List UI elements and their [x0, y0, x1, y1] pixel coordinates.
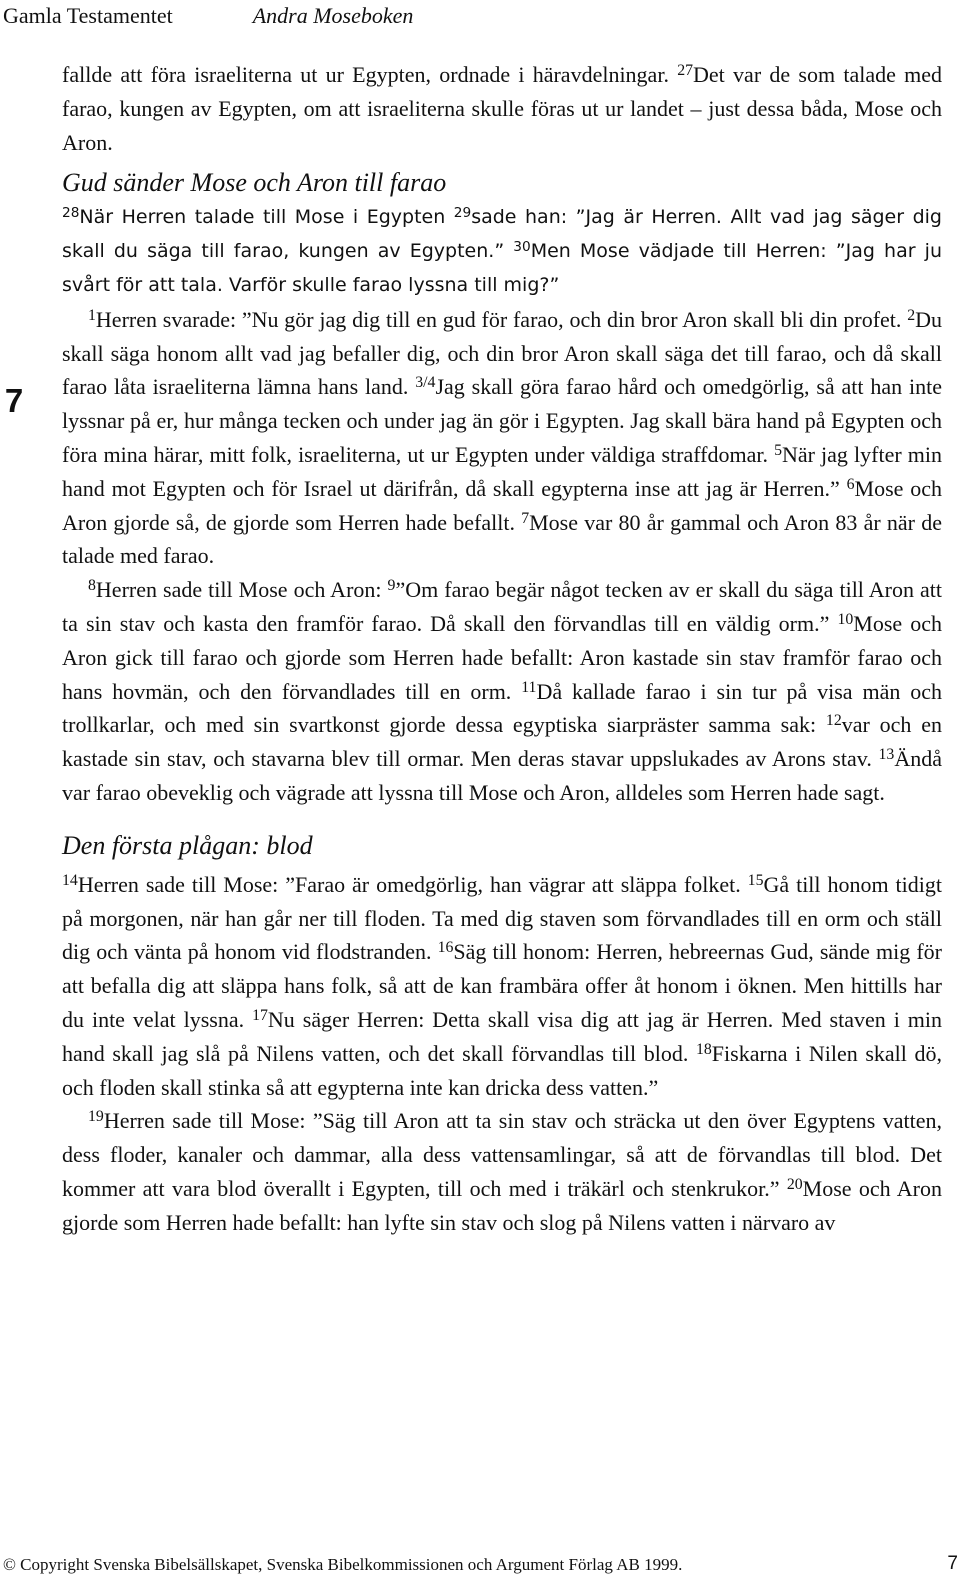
paragraph	[62, 573, 942, 810]
verse-number: 17	[252, 1006, 268, 1024]
verse-number: 9	[387, 577, 396, 595]
verse-text: Det var de som talade med farao, kungen av Egypten, om att israeliterna skulle föras ut ur landet – just dessa båda, Mose och Aron.	[62, 62, 942, 155]
footer	[3, 1555, 958, 1575]
verse-number: 10	[837, 610, 854, 628]
verse-number: 29	[453, 205, 472, 222]
verse-text: sade han: ”Jag är Herren. Allt vad jag säger dig skall du säga till farao, kungen av Egypten.”	[62, 206, 942, 263]
verse-text: Gå till honom tidigt på morgonen, när han går ner till floden. Ta med dig staven som förvandlades till en orm och ställ dig och vänta på honom vid flodstranden.	[62, 871, 942, 965]
verse-number: 16	[437, 939, 454, 957]
header-title: Gamla Testamentet	[3, 3, 173, 28]
section-heading: Den första plågan: blod	[62, 830, 313, 860]
verse-number: 8	[88, 577, 96, 595]
paragraph	[62, 1104, 942, 1239]
verse-text: Du skall säga honom allt vad jag befaller dig, och din bror Aron skall säga det till farao, och då skall farao låta israeliterna lämna hans land.	[62, 306, 942, 400]
verse-number: 19	[88, 1108, 104, 1126]
verse-number: 11	[521, 678, 537, 696]
verse-text: Jag skall göra farao hård och omedgörlig, så att han inte lyssnar på er, hur många tecken och under jag än gör i Egypten. Jag skall bära hand på Egypten och föra mina härar, mitt folk, israeliterna, ut ur Egypten under väldiga straffdomar.	[62, 374, 942, 467]
verse-text: Herren sade till Mose: ”Farao är omedgörlig, han vägrar att släppa folket.	[77, 871, 748, 897]
verse-text: Mose och Aron gick till farao och gjorde som Herren hade befallt: Aron kastade sin stav framför farao och hans hovmän, och den förvandlades till en orm.	[62, 610, 942, 704]
verse-text: Fiskarna i Nilen skall dö, och floden skall stinka så att egypterna inte kan dricka dess vatten.”	[62, 1040, 942, 1100]
verse-number: 5	[774, 441, 782, 459]
verse-text: Herren svarade: ”Nu gör jag dig till en gud för farao, och din bror Aron skall bli din profet.	[95, 306, 908, 332]
page-number: 7	[947, 1553, 958, 1574]
paragraph	[62, 303, 942, 573]
verse-text: Ändå var farao obeveklig och vägrade att lyssna till Mose och Aron, alldeles som Herren hade sagt.	[62, 746, 942, 805]
verse-text: Mose och Aron gjorde så, de gjorde som Herren hade befallt.	[62, 475, 942, 535]
verse-number: 13	[878, 746, 895, 764]
verse-number: 20	[786, 1175, 803, 1193]
paragraph	[62, 868, 942, 1105]
verse-text: Mose och Aron gjorde som Herren hade befallt: han lyfte sin stav och slog på Nilens vatten i närvaro av	[62, 1175, 942, 1235]
verse-text: Herren sade till Mose: ”Säg till Aron att ta sin stav och sträcka ut den över Egyptens vatten, dess floder, kanaler och dammar, alla dess vattensamlingar, så att de förvandlas till blod. Det kommer att vara blod överallt i Egypten, till och med i träkärl och stenkrukor.”	[62, 1108, 942, 1201]
verse-text: fallde att föra israeliterna ut ur Egypten, ordnade i häravdelningar.	[62, 62, 678, 87]
running-header	[3, 3, 413, 29]
verse-text: Nu säger Herren: Detta skall visa dig att jag är Herren. Med staven i min hand skall jag slå på Nilens vatten, och det skall förvandlas till blod.	[62, 1006, 942, 1066]
verse-text: ”Om farao begär något tecken av er skall du säga till Aron att ta sin stav och kasta den framför farao. Då skall den förvandlas till en väldig orm.”	[62, 577, 942, 636]
verse-text: Men Mose vädjade till Herren: ”Jag har ju svårt för att tala. Varför skulle farao lyssna till mig?”	[62, 240, 942, 296]
section-heading: Gud sänder Mose och Aron till farao	[62, 168, 447, 198]
body-text	[62, 58, 942, 1240]
verse-number: 27	[677, 61, 694, 79]
verse-text: var och en kastade sin stav, och stavarna blev till ormar. Men deras stavar uppslukades av Arons stav.	[62, 712, 942, 772]
paragraph	[62, 201, 942, 302]
verse-text: Då kallade farao i sin tur på visa män och trollkarlar, och med sin svartkonst gjorde dessa egyptiska siarpräster samma sak:	[62, 678, 942, 738]
verse-number: 18	[695, 1040, 712, 1058]
verse-text: När jag lyfter min hand mot Egypten och för Israel ut därifrån, då skall egypterna inse att jag är Herren.”	[62, 441, 942, 501]
verse-number: 30	[513, 239, 531, 256]
verse-number: 14	[62, 871, 78, 889]
paragraph	[62, 58, 942, 159]
verse-number: 3/4	[415, 374, 436, 392]
header-book: Andra Moseboken	[252, 3, 414, 28]
verse-text: När Herren talade till Mose i Egypten	[79, 206, 454, 229]
verse-text: Säg till honom: Herren, hebreernas Gud, sände mig för att befalla dig att släppa hans folk, så att de kan frambära offer åt honom i öknen. Men hittills har du inte velat lyssna.	[62, 939, 942, 1032]
copyright-notice: © Copyright Svenska Bibelsällskapet, Svenska Bibelkommissionen och Argument Förlag AB 1999.	[3, 1555, 683, 1574]
verse-number: 12	[825, 712, 842, 730]
chapter-number: 7	[4, 382, 24, 419]
verse-number: 2	[907, 306, 916, 324]
verse-number: 15	[747, 871, 764, 889]
verse-text: Mose var 80 år gammal och Aron 83 år när de talade med farao.	[62, 509, 942, 569]
verse-number: 1	[88, 306, 96, 324]
verse-number: 6	[846, 475, 855, 493]
verse-number: 28	[62, 205, 80, 222]
verse-text: Herren sade till Mose och Aron:	[95, 577, 388, 603]
verse-number: 7	[521, 509, 530, 527]
